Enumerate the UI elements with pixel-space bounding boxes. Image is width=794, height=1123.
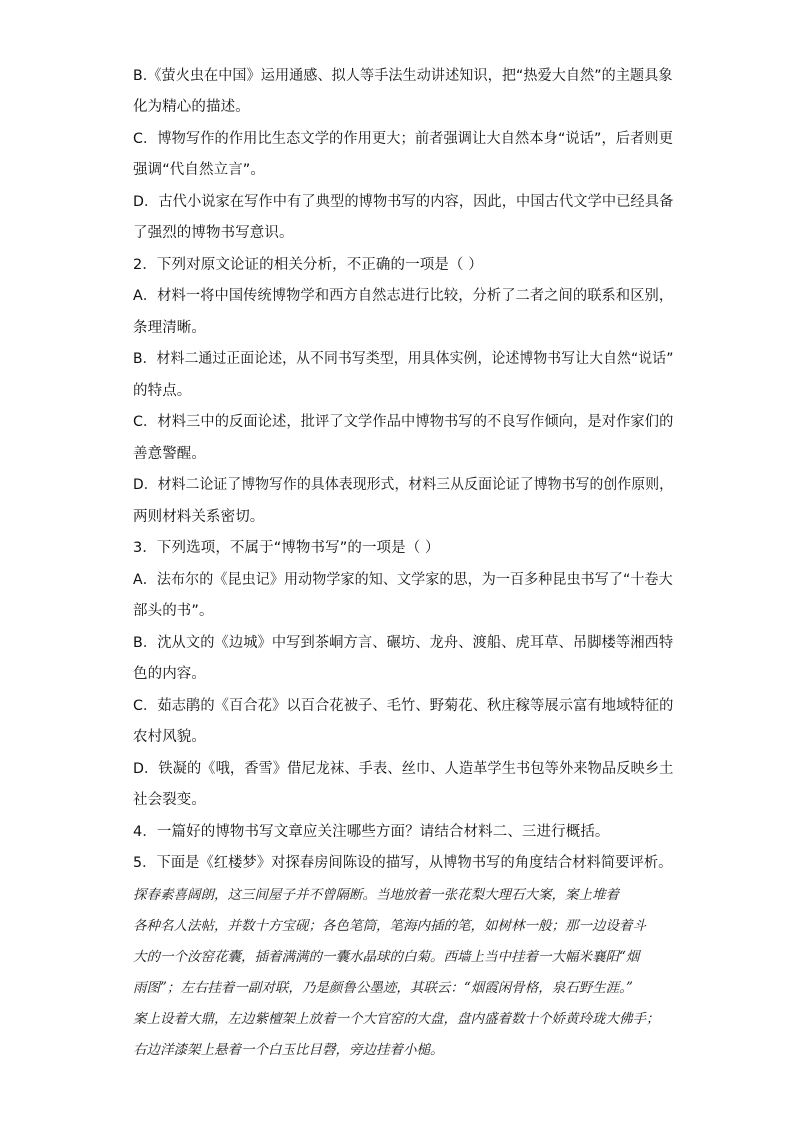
option-b-line-1: B.《萤火虫在中国》运用通感、拟人等手法生动讲述知识，把“热爱大自然”的主题具象 <box>133 68 673 84</box>
q2-option-b-line-2: 的特点。 <box>133 383 192 399</box>
quote-line-2: 各种名人法帖，并数十方宝砚；各色笔筒，笔海内插的笔，如树林一般；那一边设着斗 <box>133 918 646 934</box>
question-2: 2．下列对原文论证的相关分析，不正确的一项是（ ） <box>133 257 483 273</box>
q3-option-d-line-1: D．铁凝的《哦，香雪》借尼龙袜、手表、丝巾、人造革学生书包等外来物品反映乡土 <box>133 761 674 777</box>
q2-option-d-line-1: D．材料二论证了博物写作的具体表现形式，材料三从反面论证了博物书写的创作原则， <box>133 477 674 493</box>
q3-option-d-line-2: 社会裂变。 <box>133 792 206 808</box>
option-d-line-1: D．古代小说家在写作中有了典型的博物书写的内容，因此，中国古代文学中已经具备 <box>133 194 674 210</box>
option-d-line-2: 了强烈的博物书写意识。 <box>133 225 294 241</box>
q3-option-a-line-2: 部头的书”。 <box>133 603 214 619</box>
question-3: 3．下列选项，不属于“博物书写”的一项是（ ） <box>133 540 440 556</box>
q2-option-b-line-1: B．材料二通过正面论述，从不同书写类型，用具体实例，论述博物书写让大自然“说话” <box>133 351 674 367</box>
option-c-line-2: 强调“代自然立言”。 <box>133 162 266 178</box>
quote-line-5: 案上设着大鼎，左边紫檀架上放着一个大官窑的大盘，盘内盛着数十个娇黄玲珑大佛手； <box>133 1011 660 1027</box>
quote-line-3: 大的一个汝窑花囊，插着满满的一囊水晶球的白菊。西墙上当中挂着一大幅米襄阳“烟 <box>133 949 640 965</box>
quote-line-4: 雨图”；左右挂着一副对联，乃是颜鲁公墨迹，其联云：“烟霞闲骨格，泉石野生涯。” <box>133 980 633 996</box>
question-5: 5．下面是《红楼梦》对探春房间陈设的描写，从博物书写的角度结合材料简要评析。 <box>133 855 673 871</box>
option-b-line-2: 化为精心的描述。 <box>133 99 250 115</box>
option-c-line-1: C．博物写作的作用比生态文学的作用更大；前者强调让大自然本身“说话”，后者则更 <box>133 131 674 147</box>
question-4: 4．一篇好的博物书写文章应关注哪些方面？请结合材料二、三进行概括。 <box>133 824 610 840</box>
q3-option-c-line-1: C．茹志鹃的《百合花》以百合花被子、毛竹、野菊花、秋庄稼等展示富有地域特征的 <box>133 698 674 714</box>
q2-option-c-line-1: C．材料三中的反面论述，批评了文学作品中博物书写的不良写作倾向，是对作家们的 <box>133 414 674 430</box>
q3-option-a-line-1: A．法布尔的《昆虫记》用动物学家的知、文学家的思，为一百多种昆虫书写了“十卷大 <box>133 572 673 588</box>
q2-option-d-line-2: 两则材料关系密切。 <box>133 509 265 525</box>
quote-line-6: 右边洋漆架上悬着一个白玉比目磬，旁边挂着小槌。 <box>133 1042 444 1058</box>
q2-option-a-line-1: A．材料一将中国传统博物学和西方自然志进行比较，分析了二者之间的联系和区别， <box>133 288 674 304</box>
q2-option-c-line-2: 善意警醒。 <box>133 446 206 462</box>
q3-option-b-line-1: B．沈从文的《边城》中写到茶峒方言、碾坊、龙舟、渡船、虎耳草、吊脚楼等湘西特 <box>133 635 674 651</box>
quote-line-1: 探春素喜阔朗，这三间屋子并不曾隔断。当地放着一张花梨大理石大案，案上堆着 <box>133 887 619 903</box>
q2-option-a-line-2: 条理清晰。 <box>133 320 206 336</box>
q3-option-c-line-2: 农村风貌。 <box>133 729 206 745</box>
q3-option-b-line-2: 色的内容。 <box>133 666 206 682</box>
